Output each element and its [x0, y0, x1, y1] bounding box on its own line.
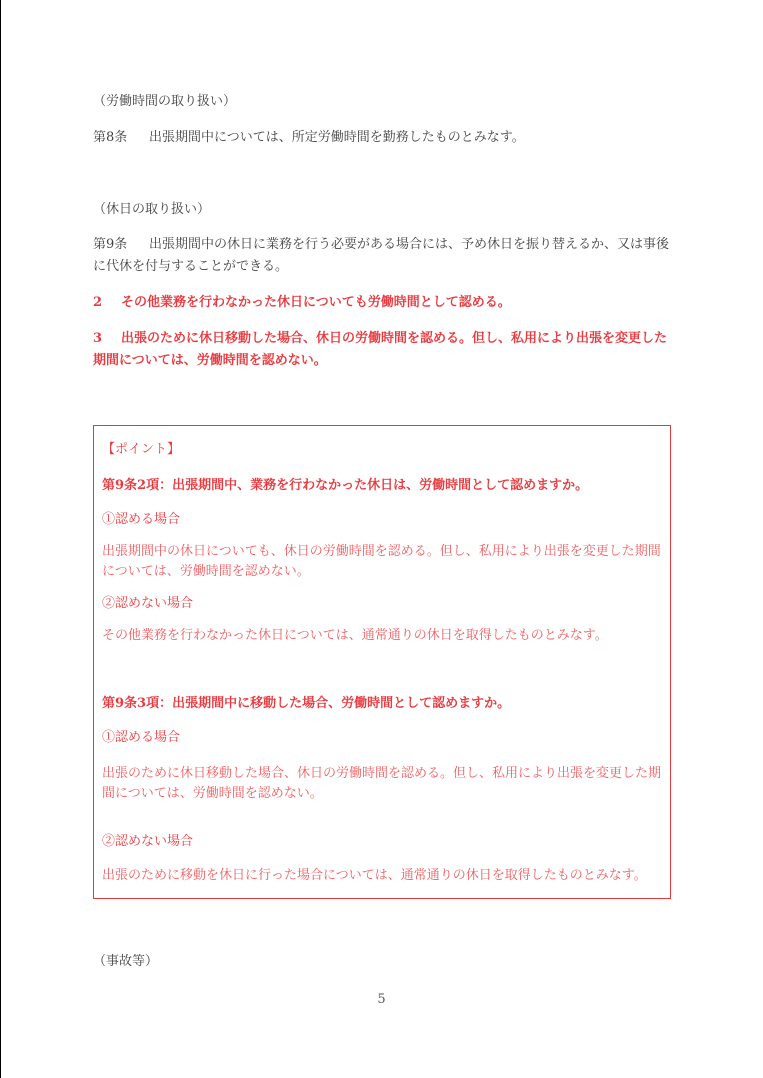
q1-yes-text: 出張期間中の休日についても、休日の労働時間を認める。但し、私用により出張を変更した期間については、労働時間を認めない。	[102, 544, 661, 579]
paragraph-2-text: その他業務を行わなかった休日についても労働時間として認める。	[121, 295, 511, 310]
paragraph-2-number: 2	[93, 295, 103, 310]
article-9-paragraph-3	[93, 328, 673, 372]
article-8-text: 出張期間中については、所定労働時間を勤務したものとみなす。	[149, 130, 525, 145]
q2-no-label: ②認めない場合	[102, 834, 194, 849]
section-8-heading: （労働時間の取り扱い）	[93, 94, 237, 109]
article-8	[93, 128, 525, 148]
point-box-title: 【ポイント】	[102, 442, 181, 457]
article-9-text: 出張期間中の休日に業務を行う必要がある場合には、予め休日を振り替えるか、又は事後に代休を付与することができる。	[93, 237, 670, 274]
next-section-heading: （事故等）	[93, 954, 159, 969]
paragraph-3-text: 出張のために休日移動した場合、休日の労働時間を認める。但し、私用により出張を変更した期間については、労働時間を認めない。	[93, 331, 668, 368]
article-8-number: 第8条	[93, 130, 128, 145]
paragraph-3-number: 3	[93, 331, 103, 346]
q2-yes-label: ①認める場合	[102, 730, 181, 745]
article-9	[93, 234, 673, 278]
point-question-2: 第9条3項：出張期間中に移動した場合、労働時間として認めますか。	[102, 696, 511, 711]
page-number: 5	[377, 992, 386, 1007]
article-9-number: 第9条	[93, 237, 128, 252]
point-question-1: 第9条2項：出張期間中、業務を行わなかった休日は、労働時間として認めますか。	[102, 478, 589, 493]
q1-yes-label: ①認める場合	[102, 512, 181, 527]
q1-no-label: ②認めない場合	[102, 596, 194, 611]
point-box	[93, 425, 671, 899]
article-9-paragraph-2	[93, 292, 673, 314]
q2-no-text: 出張のために移動を休日に行った場合については、通常通りの休日を取得したものとみなす。	[102, 868, 647, 883]
page-left-border	[0, 0, 1, 1078]
q2-yes-text: 出張のために休日移動した場合、休日の労働時間を認める。但し、私用により出張を変更した期間については、労働時間を認めない。	[102, 766, 662, 801]
q1-no-text: その他業務を行わなかった休日については、通常通りの休日を取得したものとみなす。	[102, 628, 608, 643]
section-9-heading: （休日の取り扱い）	[93, 202, 211, 217]
